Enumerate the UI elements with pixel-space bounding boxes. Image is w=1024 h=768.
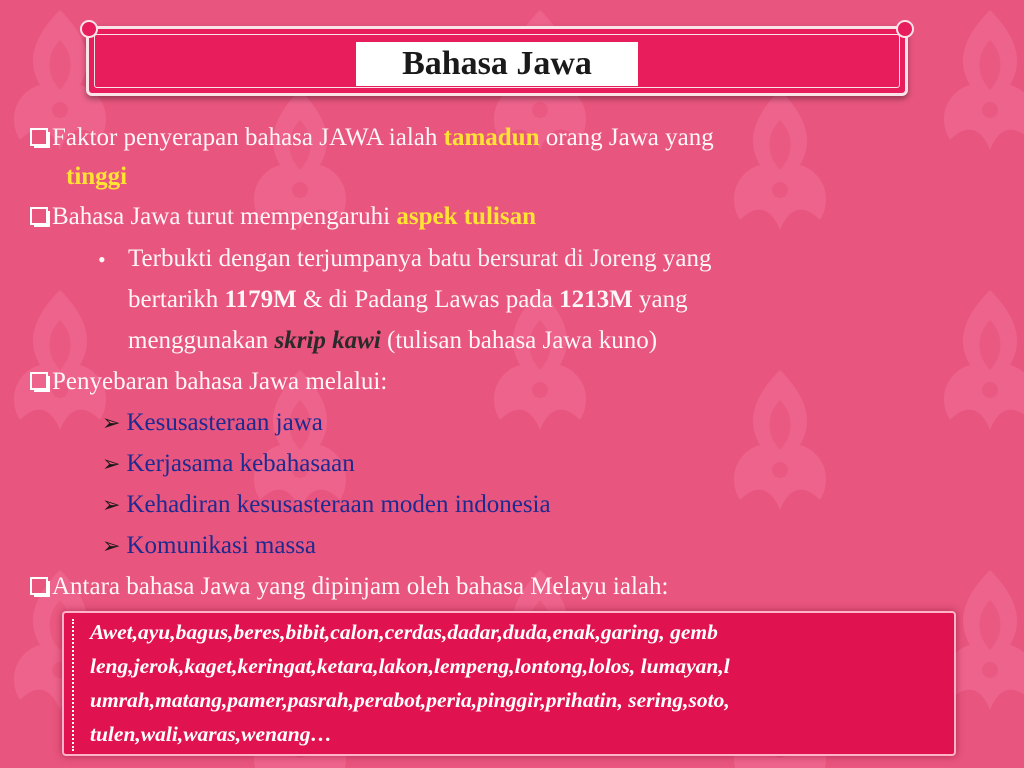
sub-point-line-1: Terbukti dengan terjumpanya batu bersurat di Joreng yang [128, 245, 712, 272]
point-4: Antara bahasa Jawa yang dipinjam oleh bahasa Melayu ialah: [30, 567, 668, 607]
spread-item-2: ➢ Kerjasama kebahasaan [102, 450, 355, 477]
arrow-bullet-icon: ➢ [102, 533, 121, 558]
checkbox-bullet-icon [30, 207, 48, 225]
point-1: Faktor penyerapan bahasa JAWA ialah tamadun orang Jawa yang [30, 118, 714, 158]
words-line-1: Awet,ayu,bagus,beres,bibit,calon,cerdas,dadar,duda,enak,garing, gemb [90, 620, 718, 644]
dot-bullet-icon: • [98, 247, 106, 272]
checkbox-bullet-icon [30, 577, 48, 595]
words-line-3: umrah,matang,pamer,pasrah,perabot,peria,pinggir,prihatin, sering,soto, [90, 688, 730, 712]
sub-point-line-2: bertarikh 1179M & di Padang Lawas pada 1213M yang [128, 286, 688, 313]
sub-point-line-3: menggunakan skrip kawi (tulisan bahasa Jawa kuno) [128, 327, 658, 354]
arrow-bullet-icon: ➢ [102, 410, 121, 435]
slide-title: Bahasa Jawa [356, 42, 638, 86]
arrow-bullet-icon: ➢ [102, 451, 121, 476]
point-2: Bahasa Jawa turut mempengaruhi aspek tulisan [30, 197, 536, 237]
arrow-bullet-icon: ➢ [102, 492, 121, 517]
borrowed-words-text [90, 615, 950, 751]
words-line-4: tulen,wali,waras,wenang… [90, 722, 332, 746]
spread-item-1: ➢ Kesusasteraan jawa [102, 409, 323, 436]
dotted-border [72, 619, 77, 751]
borrowed-words-box [62, 611, 956, 756]
checkbox-bullet-icon [30, 128, 48, 146]
point-1-continued: tinggi [66, 163, 128, 190]
spread-item-4: ➢ Komunikasi massa [102, 532, 317, 559]
words-line-2: leng,jerok,kaget,keringat,ketara,lakon,lempeng,lontong,lolos, lumayan,l [90, 654, 730, 678]
point-3: Penyebaran bahasa Jawa melalui: [30, 362, 387, 402]
checkbox-bullet-icon [30, 372, 48, 390]
spread-item-3: ➢ Kehadiran kesusasteraan moden indonesia [102, 491, 551, 518]
